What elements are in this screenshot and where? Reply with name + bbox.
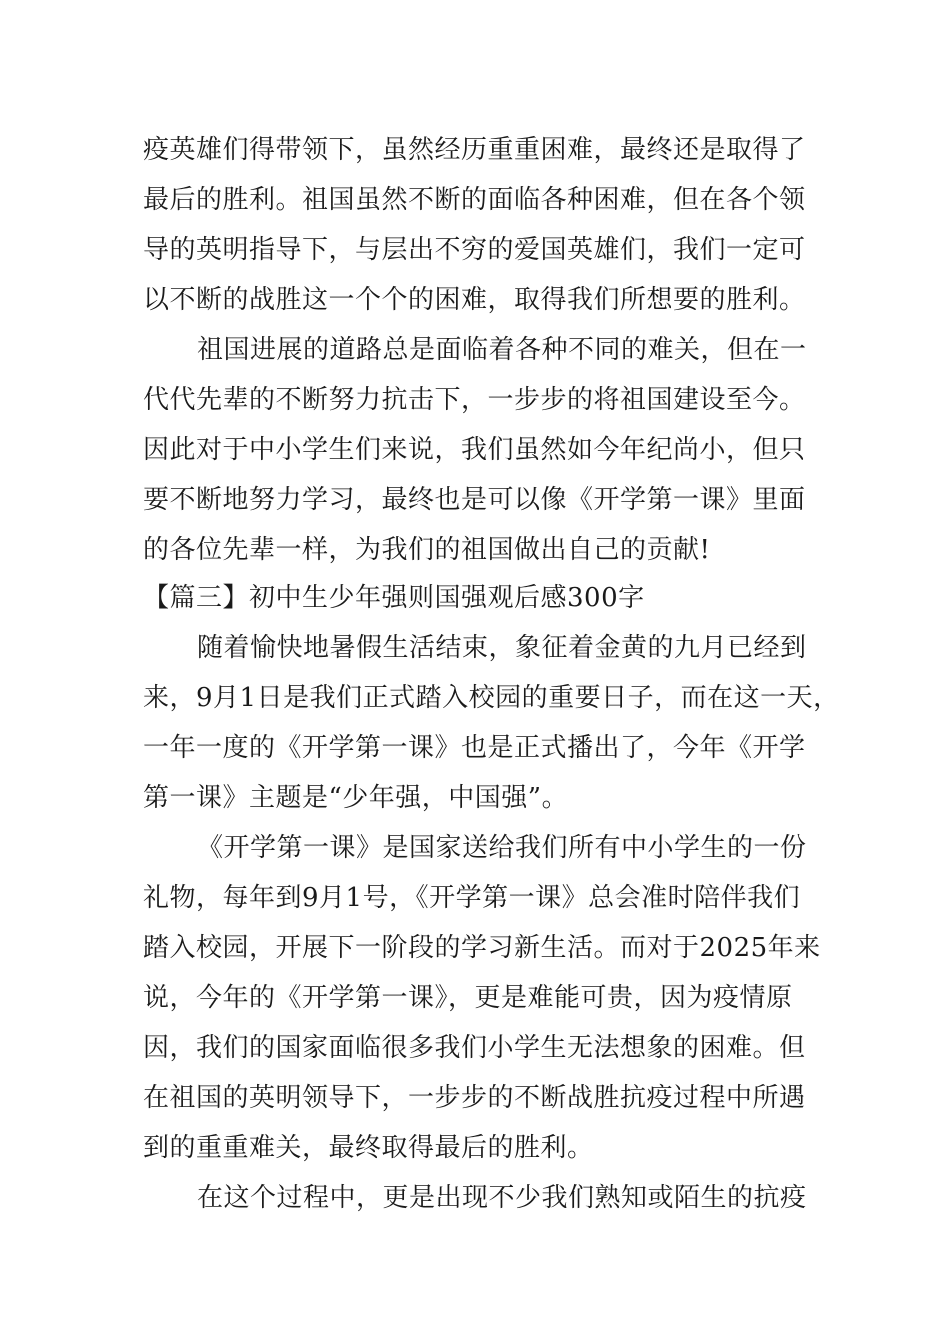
paragraph-line: 因，我们的国家面临很多我们小学生无法想象的困难。但: [143, 1033, 806, 1063]
paragraph-line: 《开学第一课》是国家送给我们所有中小学生的一份: [197, 833, 807, 863]
paragraph-line: 因此对于中小学生们来说，我们虽然如今年纪尚小，但只: [143, 435, 806, 465]
paragraph-line: 到的重重难关，最终取得最后的胜利。: [143, 1133, 594, 1163]
paragraph-line: 最后的胜利。祖国虽然不断的面临各种困难，但在各个领: [143, 185, 806, 215]
paragraph-line: 代代先辈的不断努力抗击下，一步步的将祖国建设至今。: [143, 385, 806, 415]
paragraph-line: 踏入校园，开展下一阶段的学习新生活。而对于2025年来: [143, 933, 821, 963]
paragraph-line: 来，9月1日是我们正式踏入校园的重要日子，而在这一天，: [143, 683, 840, 713]
paragraph-line: 第一课》主题是“少年强，中国强”。: [143, 783, 569, 813]
paragraph-line: 一年一度的《开学第一课》也是正式播出了，今年《开学: [143, 733, 806, 763]
paragraph-line: 祖国进展的道路总是面临着各种不同的难关，但在一: [197, 335, 807, 365]
paragraph-line: 随着愉快地暑假生活结束，象征着金黄的九月已经到: [197, 633, 807, 663]
paragraph-line: 礼物，每年到9月1号，《开学第一课》总会准时陪伴我们: [143, 883, 801, 913]
paragraph-line: 要不断地努力学习，最终也是可以像《开学第一课》里面: [143, 485, 806, 515]
paragraph-line: 说，今年的《开学第一课》，更是难能可贵，因为疫情原: [143, 983, 793, 1013]
section-heading: 【篇三】初中生少年强则国强观后感300字: [143, 583, 645, 613]
paragraph-line: 疫英雄们得带领下，虽然经历重重困难，最终还是取得了: [143, 135, 806, 165]
paragraph-line: 以不断的战胜这一个个的困难，取得我们所想要的胜利。: [143, 285, 806, 315]
paragraph-line: 导的英明指导下，与层出不穷的爱国英雄们，我们一定可: [143, 235, 806, 265]
paragraph-line: 的各位先辈一样，为我们的祖国做出自己的贡献!: [143, 535, 711, 565]
paragraph-line: 在这个过程中，更是出现不少我们熟知或陌生的抗疫: [197, 1183, 807, 1213]
paragraph-line: 在祖国的英明领导下，一步步的不断战胜抗疫过程中所遇: [143, 1083, 806, 1113]
